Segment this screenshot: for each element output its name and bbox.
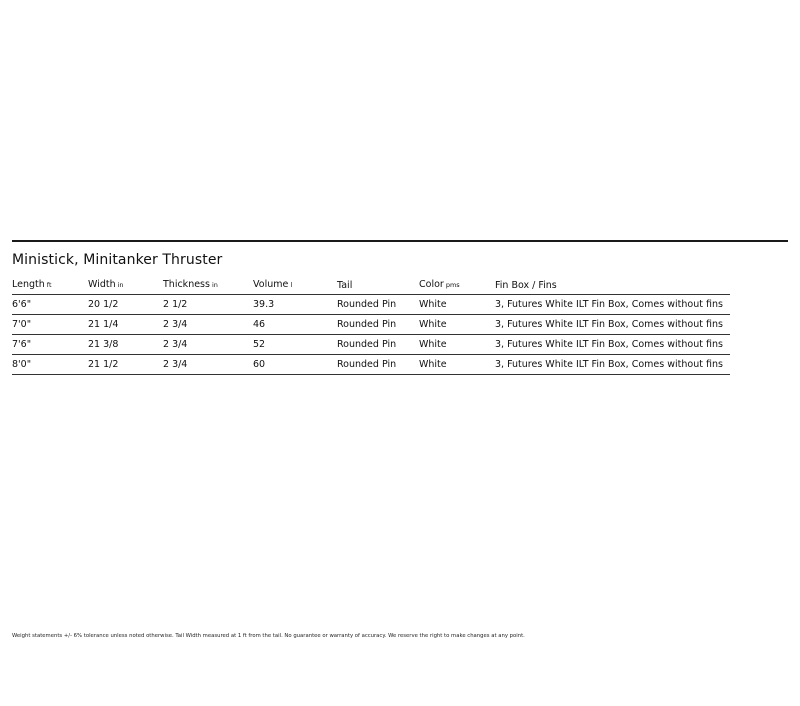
board-title: Ministick, Minitanker Thruster (12, 252, 223, 268)
cell-fin-box: 3, Futures White ILT Fin Box, Comes without fins (495, 295, 730, 315)
cell-width: 20 1/2 (88, 295, 163, 315)
cell-length: 8'0" (12, 355, 88, 375)
spec-sheet (12, 240, 788, 375)
header-width: Width in (88, 276, 163, 295)
cell-length: 7'6" (12, 335, 88, 355)
specs-table (12, 276, 730, 375)
cell-color: White (419, 335, 495, 355)
cell-fin-box: 3, Futures White ILT Fin Box, Comes without fins (495, 335, 730, 355)
table-row (12, 295, 730, 315)
cell-volume: 52 (253, 335, 337, 355)
cell-length: 7'0" (12, 315, 88, 335)
cell-tail: Rounded Pin (337, 355, 419, 375)
cell-tail: Rounded Pin (337, 295, 419, 315)
cell-color: White (419, 315, 495, 335)
cell-volume: 60 (253, 355, 337, 375)
cell-color: White (419, 295, 495, 315)
table-row (12, 355, 730, 375)
header-row (12, 276, 730, 295)
header-volume: Volume l (253, 276, 337, 295)
cell-tail: Rounded Pin (337, 315, 419, 335)
table-row (12, 335, 730, 355)
header-thickness: Thickness in (163, 276, 253, 295)
cell-thickness: 2 3/4 (163, 315, 253, 335)
header-tail: Tail (337, 276, 419, 295)
cell-length: 6'6" (12, 295, 88, 315)
header-color: Color pms (419, 276, 495, 295)
cell-fin-box: 3, Futures White ILT Fin Box, Comes without fins (495, 355, 730, 375)
header-length: Length ft (12, 276, 88, 295)
cell-fin-box: 3, Futures White ILT Fin Box, Comes without fins (495, 315, 730, 335)
cell-width: 21 3/8 (88, 335, 163, 355)
cell-volume: 46 (253, 315, 337, 335)
cell-thickness: 2 3/4 (163, 335, 253, 355)
cell-tail: Rounded Pin (337, 335, 419, 355)
cell-thickness: 2 1/2 (163, 295, 253, 315)
table-row (12, 315, 730, 335)
disclaimer-text: Weight statements +/- 6% tolerance unless noted otherwise. Tail Width measured at 1 ft from the tail. No guarantee or warranty of accuracy. We reserve the right to make changes at any point. (12, 633, 525, 639)
cell-width: 21 1/4 (88, 315, 163, 335)
top-divider (12, 240, 788, 242)
cell-thickness: 2 3/4 (163, 355, 253, 375)
cell-color: White (419, 355, 495, 375)
header-fin-box: Fin Box / Fins (495, 276, 730, 295)
cell-width: 21 1/2 (88, 355, 163, 375)
cell-volume: 39.3 (253, 295, 337, 315)
